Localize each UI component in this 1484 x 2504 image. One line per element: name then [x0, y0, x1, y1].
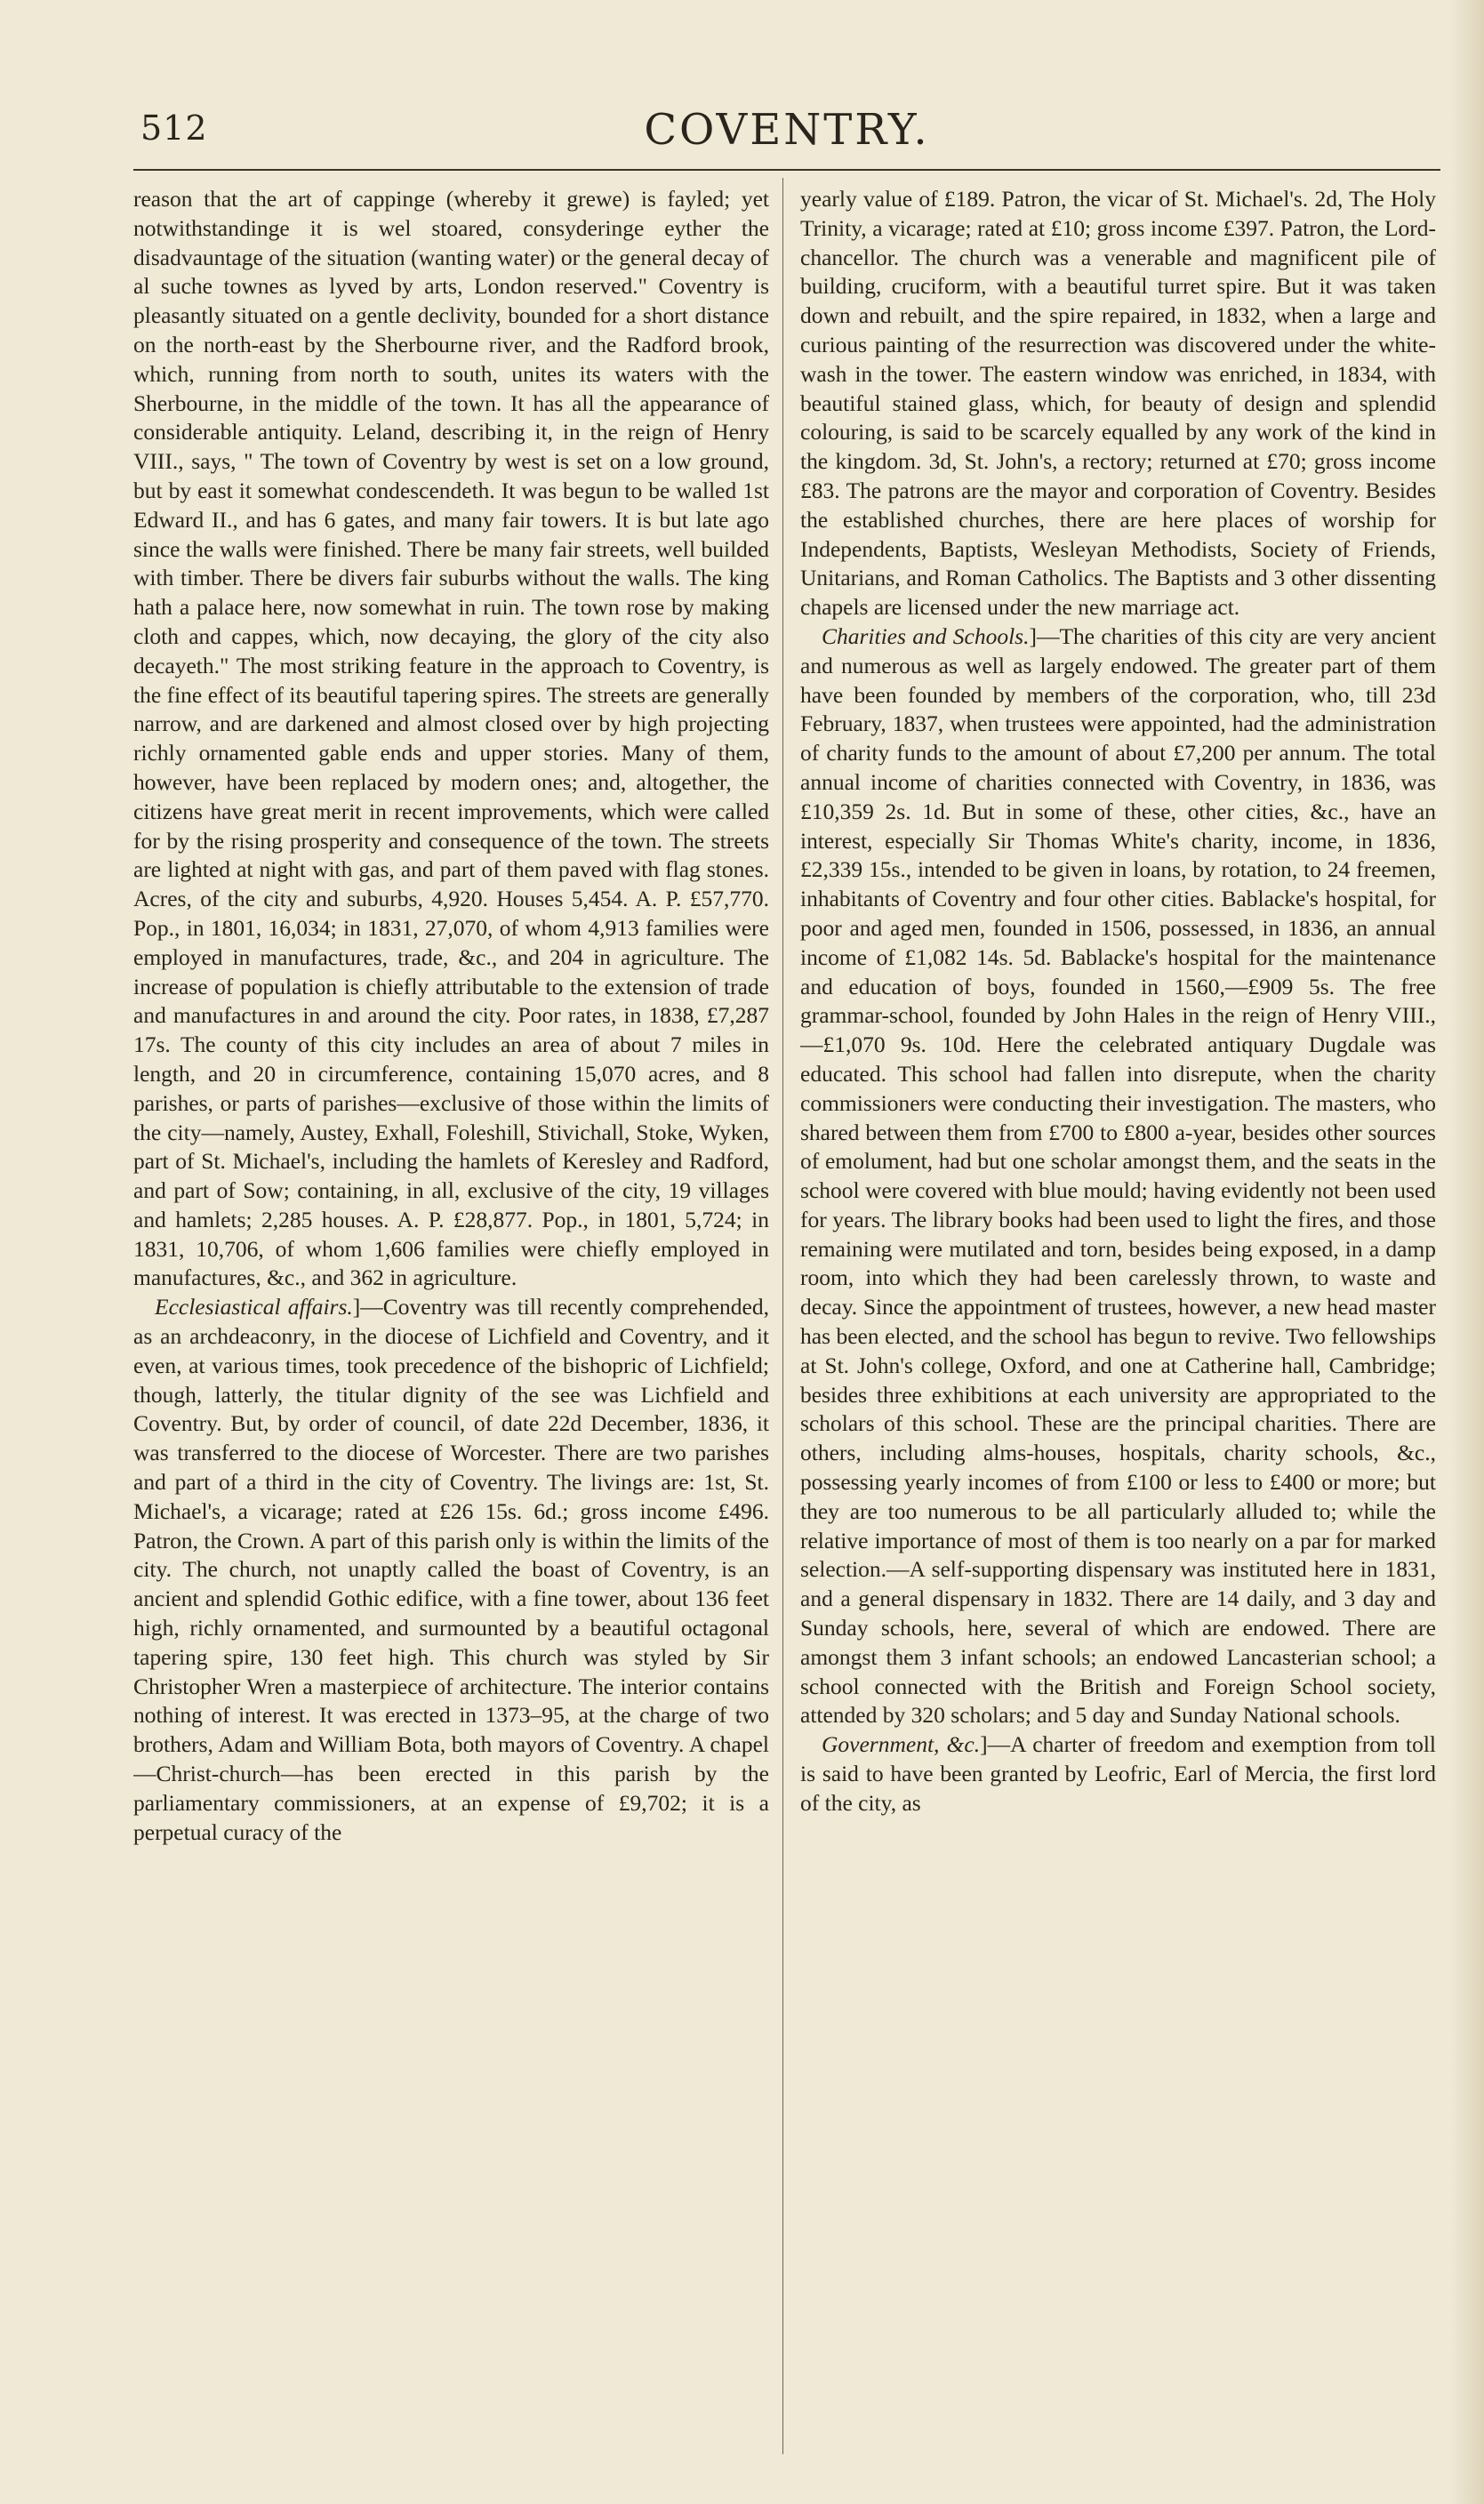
left-column	[133, 185, 769, 2461]
charities-section	[800, 622, 1436, 1730]
column-divider	[782, 178, 783, 2454]
page-number: 512	[140, 108, 208, 148]
government-text: ]—A charter of freedom and exemption from toll is said to have been granted by Leofric, Earl of Mercia, the first lord of the city, as	[800, 1731, 1436, 1816]
right-column	[800, 185, 1436, 2461]
page-edge-shading	[1450, 0, 1484, 2504]
charities-text: ]—The charities of this city are very ancient and numerous as well as largely endowed. The greater part of them have been founded by members of the corporation, who, till 23d February, 1837, when trustees were appointed, had the administration of charity funds to the amount of about £7,200 per annum. The total annual income of charities connected with Coventry, in 1836, was £10,359 2s. 1d. But in some of these, other cities, &c., have an interest, especially Sir Thomas White's charity, income, in 1836, £2,339 15s., intended to be given in loans, by rotation, to 24 freemen, inhabitants of Coventry and four other cities. Bablacke's hospital, for poor and aged men, founded in 1506, possessed, in 1836, an annual income of £1,082 14s. 5d. Bablacke's hospital for the maintenance and education of boys, founded in 1560,—£909 5s. The free grammar-school, founded by John Hales in the reign of Henry VIII.,—£1,070 9s. 10d. Here the celebrated antiquary Dugdale was educated. This school had fallen into disrepute, when the charity commissioners were conducting their investigation. The masters, who shared between them from £700 to £800 a-year, besides other sources of emolument, had but one scholar amongst them, and the seats in the school were covered with blue mould; having evidently not been used for years. The library books had been used to light the fires, and those remaining were mutilated and torn, besides being exposed, in a damp room, into which they had been carelessly thrown, to waste and decay. Since the appointment of trustees, however, a new head master has been elected, and the school has begun to revive. Two fellowships at St. John's college, Oxford, and one at Catherine hall, Cambridge; besides three exhibitions at each university are appropriated to the scholars of this school. These are the principal charities. There are others, including alms-houses, hospitals, charity schools, &c., possessing yearly incomes of from £100 or less to £400 or more; but they are too numerous to be all particularly alluded to; while the relative importance of most of them is too nearly on a par for marked selection.—A self-supporting dispensary was instituted here in 1831, and a general dispensary in 1832. There are 14 daily, and 3 day and Sunday schools, here, several of which are endowed. There are amongst them 3 infant schools; an endowed Lancasterian school; a school connected with the British and Foreign School society, attended by 320 scholars; and 5 day and Sunday National schools.	[800, 622, 1436, 1729]
ecclesiastical-text: ]—Coventry was till recently comprehended, as an archdeaconry, in the diocese of Lichfield and Coventry, and it even, at various times, took precedence of the bishopric of Lichfield; though, latterly, the titular dignity of the see was Lichfield and Coventry. But, by order of council, of date 22d December, 1836, it was transferred to the diocese of Worcester. There are two parishes and part of a third in the city of Coventry. The livings are: 1st, St. Michael's, a vicarage; rated at £26 15s. 6d.; gross income £496. Patron, the Crown. A part of this parish only is within the limits of the city. The church, not unaptly called the boast of Coventry, is an ancient and splendid Gothic edifice, with a fine tower, about 136 feet high, richly ornamented, and surmounted by a beautiful octagonal tapering spire, 130 feet high. This church was styled by Sir Christopher Wren a masterpiece of architecture. The interior contains nothing of interest. It was erected in 1373–95, at the charge of two brothers, Adam and William Bota, both mayors of Coventry. A chapel—Christ-church—has been erected in this parish by the parliamentary commissioners, at an expense of £9,702; it is a perpetual curacy of the	[133, 1294, 769, 1845]
right-paragraph-livings: yearly value of £189. Patron, the vicar of St. Michael's. 2d, The Holy Trinity, a vicarage; rated at £10; gross income £397. Patron, the Lord-chancellor. The church was a venerable and magnificent pile of building, cruciform, with a beautiful turret spire. But it was taken down and rebuilt, and the spire repaired, in 1832, when a large and curious painting of the resurrection was discovered under the white-wash in the tower. The eastern window was enriched, in 1834, with beautiful stained glass, which, for beauty of design and splendid colouring, is said to be scarcely equalled by any work of the kind in the kingdom. 3d, St. John's, a rectory; returned at £70; gross income £83. The patrons are the mayor and corporation of Coventry. Besides the established churches, there are here places of worship for Independents, Baptists, Wesleyan Methodists, Society of Friends, Unitarians, and Roman Catholics. The Baptists and 3 other dissenting chapels are licensed under the new marriage act.	[800, 186, 1436, 621]
ecclesiastical-section	[133, 1293, 769, 1847]
government-section	[800, 1730, 1436, 1818]
running-title: COVENTRY.	[644, 105, 930, 155]
left-paragraph-intro: reason that the art of cappinge (whereby it grewe) is fayled; yet notwithstandinge it is wel stoared, consyderinge eyther the disadvauntage of the situation (wanting water) or the general decay of al suche townes as lyved by arts, London reserved." Coventry is pleasantly situated on a gentle declivity, bounded for a short distance on the north-east by the Sherbourne river, and the Radford brook, which, running from north to south, unites its waters with the Sherbourne, in the middle of the town. It has all the appearance of considerable antiquity. Leland, describing it, in the reign of Henry VIII., says, " The town of Coventry by west is set on a low ground, but by east it somewhat condescendeth. It was begun to be walled 1st Edward II., and has 6 gates, and many fair towers. It is but late ago since the walls were finished. There be many fair streets, well builded with timber. There be divers fair suburbs without the walls. The king hath a palace here, now somewhat in ruin. The town rose by making cloth and cappes, which, now decaying, the glory of the city also decayeth." The most striking feature in the approach to Coventry, is the fine effect of its beautiful tapering spires. The streets are generally narrow, and are darkened and almost closed over by high projecting richly ornamented gable ends and upper stories. Many of them, however, have been replaced by modern ones; and, altogether, the citizens have great merit in recent improvements, which were called for by the rising prosperity and consequence of the town. The streets are lighted at night with gas, and part of them paved with flag stones. Acres, of the city and suburbs, 4,920. Houses 5,454. A. P. £57,770. Pop., in 1801, 16,034; in 1831, 27,070, of whom 4,913 families were employed in manufactures, trade, &c., and 204 in agriculture. The increase of population is chiefly attributable to the extension of trade and manufactures in and around the city. Poor rates, in 1838, £7,287 17s. The county of this city includes an area of about 7 miles in length, and 20 in circumference, containing 15,070 acres, and 8 parishes, or parts of parishes—exclusive of those within the limits of the city—namely, Austey, Exhall, Foleshill, Stivichall, Stoke, Wyken, part of St. Michael's, including the hamlets of Keresley and Radford, and part of Sow; containing, in all, exclusive of the city, 19 villages and hamlets; 2,285 houses. A. P. £28,877. Pop., in 1801, 5,724; in 1831, 10,706, of whom 1,606 families were chiefly employed in manufactures, &c., and 362 in agriculture.	[133, 186, 769, 1291]
charities-heading: Charities and Schools.	[822, 622, 1030, 649]
ecclesiastical-heading: Ecclesiastical affairs.	[155, 1294, 353, 1320]
government-heading: Government, &c.	[822, 1731, 981, 1758]
page-header	[133, 105, 1440, 158]
header-rule	[133, 169, 1440, 171]
